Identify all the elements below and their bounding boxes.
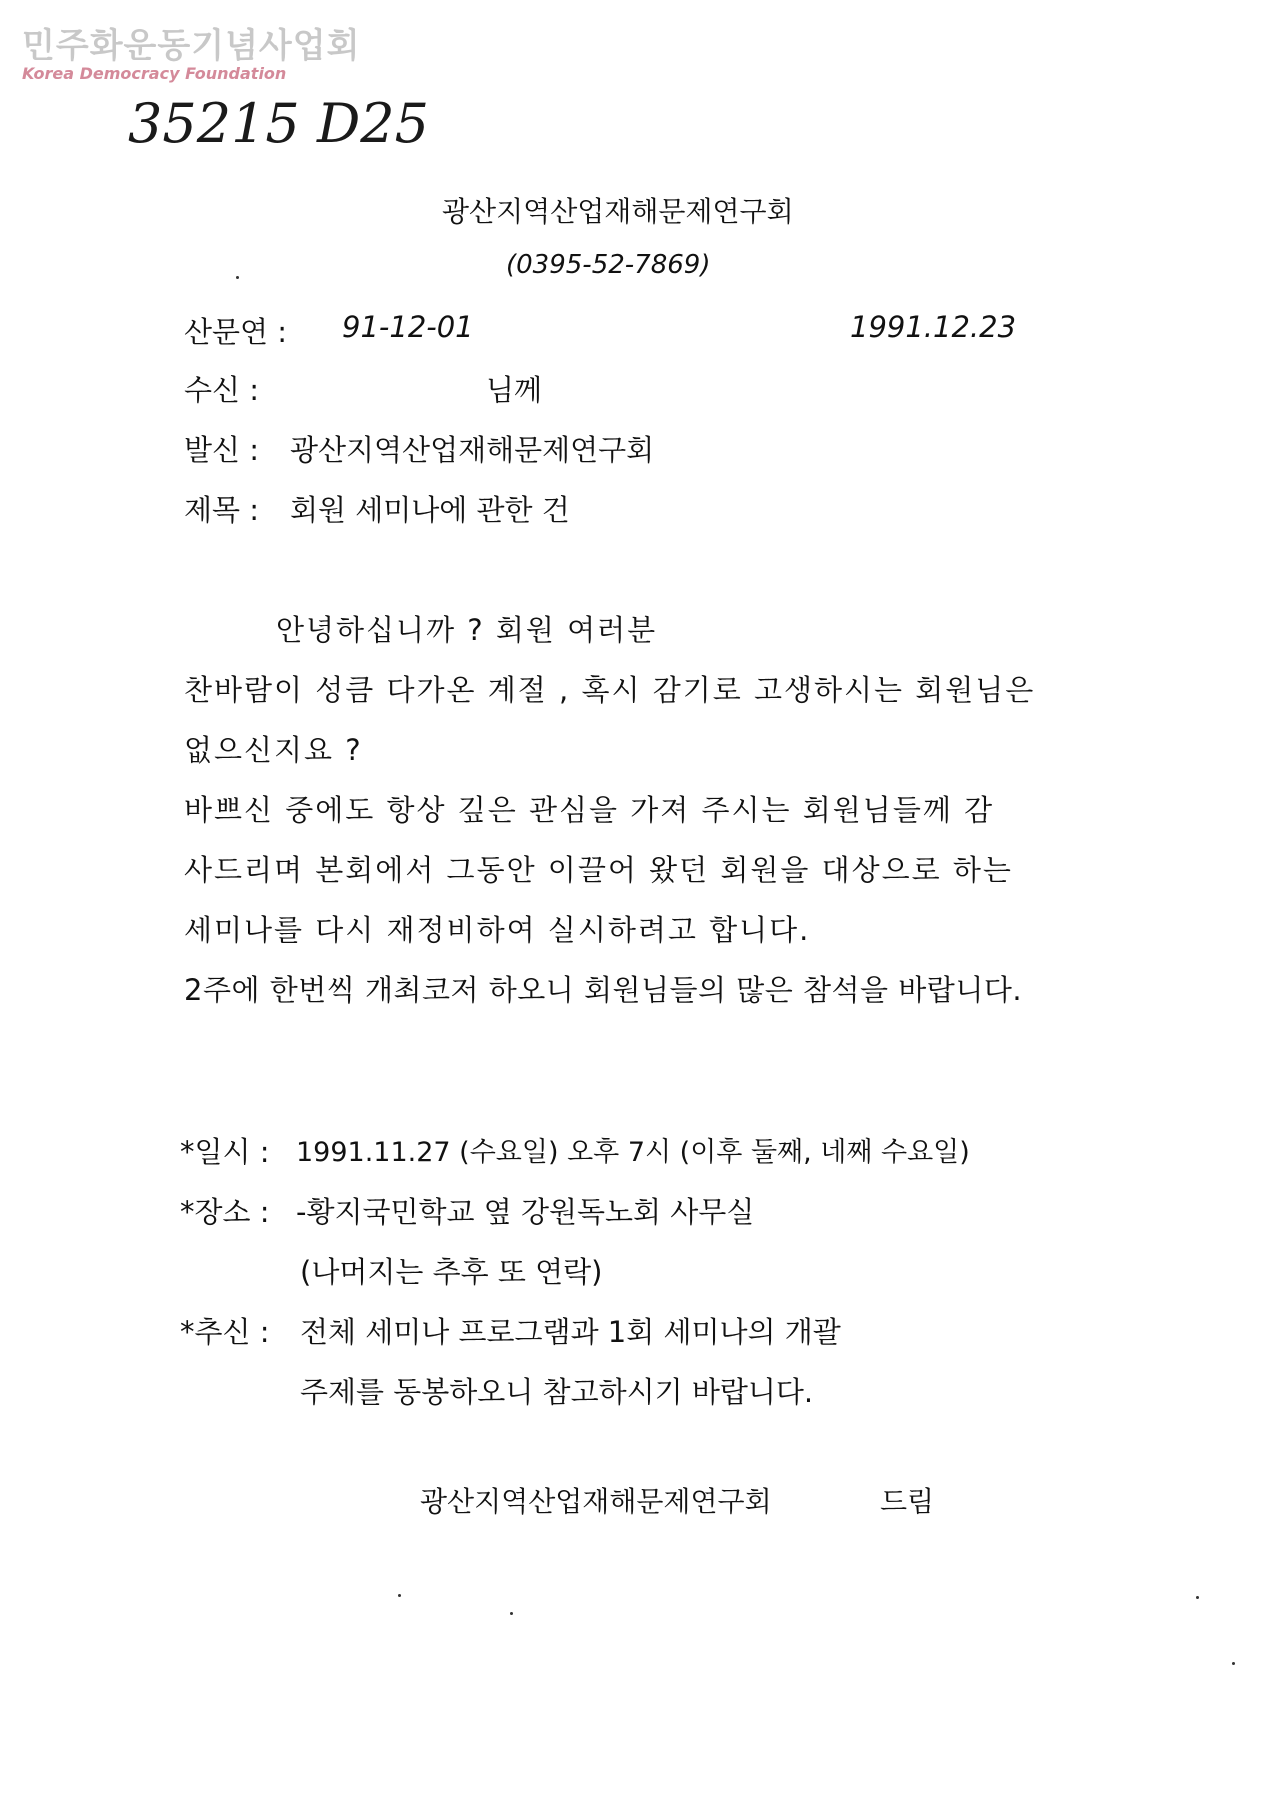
header-phone: (0395-52-7869) <box>506 250 711 280</box>
body-line-6: 2주에 한번씩 개최코저 하오니 회원님들의 많은 참석을 바랍니다. <box>184 973 1023 1007</box>
sender-label: 발신 : <box>184 433 260 467</box>
place-label: *장소 : <box>180 1195 270 1229</box>
closing-organization: 광산지역산업재해문제연구회 <box>420 1485 772 1518</box>
place-value: -황지국민학교 옆 강원독노회 사무실 <box>296 1195 755 1229</box>
scan-speck <box>1232 1662 1235 1665</box>
body-line-1: 찬바람이 성큼 다가온 계절 , 혹시 감기로 고생하시는 회원님은 <box>184 673 1036 707</box>
subject-value: 회원 세미나에 관한 건 <box>290 493 570 527</box>
schedule-value: 1991.11.27 (수요일) 오후 7시 (이후 둘째, 네째 수요일) <box>296 1137 970 1168</box>
subject-label: 제목 : <box>184 493 260 527</box>
scan-speck <box>236 276 239 279</box>
scan-speck <box>510 1612 513 1615</box>
body-line-3: 바쁘신 중에도 항상 깊은 관심을 가져 주시는 회원님들께 감 <box>184 793 995 827</box>
handwritten-note: 35215 D25 <box>128 92 429 155</box>
body-line-4: 사드리며 본회에서 그동안 이끌어 왔던 회원을 대상으로 하는 <box>184 853 1013 887</box>
sender-value: 광산지역산업재해문제연구회 <box>290 433 655 467</box>
doc-number-value: 91-12-01 <box>342 310 474 344</box>
doc-number-label: 산문연 : <box>184 315 288 349</box>
ps-line-2: 주제를 동봉하오니 참고하시기 바랍니다. <box>300 1375 814 1409</box>
ps-line-1: 전체 세미나 프로그램과 1회 세미나의 개괄 <box>300 1315 841 1349</box>
place-note: (나머지는 추후 또 연락) <box>300 1255 603 1289</box>
body-line-5: 세미나를 다시 재정비하여 실시하려고 합니다. <box>184 913 811 947</box>
scan-speck <box>398 1594 401 1597</box>
watermark-korean: 민주화운동기념사업회 <box>22 26 361 66</box>
scan-speck <box>1196 1596 1199 1599</box>
greeting: 안녕하십니까 ? 회원 여러분 <box>276 613 658 647</box>
schedule-label: *일시 : <box>180 1135 270 1169</box>
closing-sign: 드림 <box>880 1485 935 1518</box>
ps-label: *추신 : <box>180 1315 270 1349</box>
watermark-english: Korea Democracy Foundation <box>22 64 287 83</box>
recipient-label: 수신 : <box>184 373 260 407</box>
body-line-2: 없으신지요 ? <box>184 733 363 767</box>
header-organization: 광산지역산업재해문제연구회 <box>442 195 794 228</box>
recipient-value: 님께 <box>486 373 543 407</box>
document-date: 1991.12.23 <box>850 310 1017 344</box>
